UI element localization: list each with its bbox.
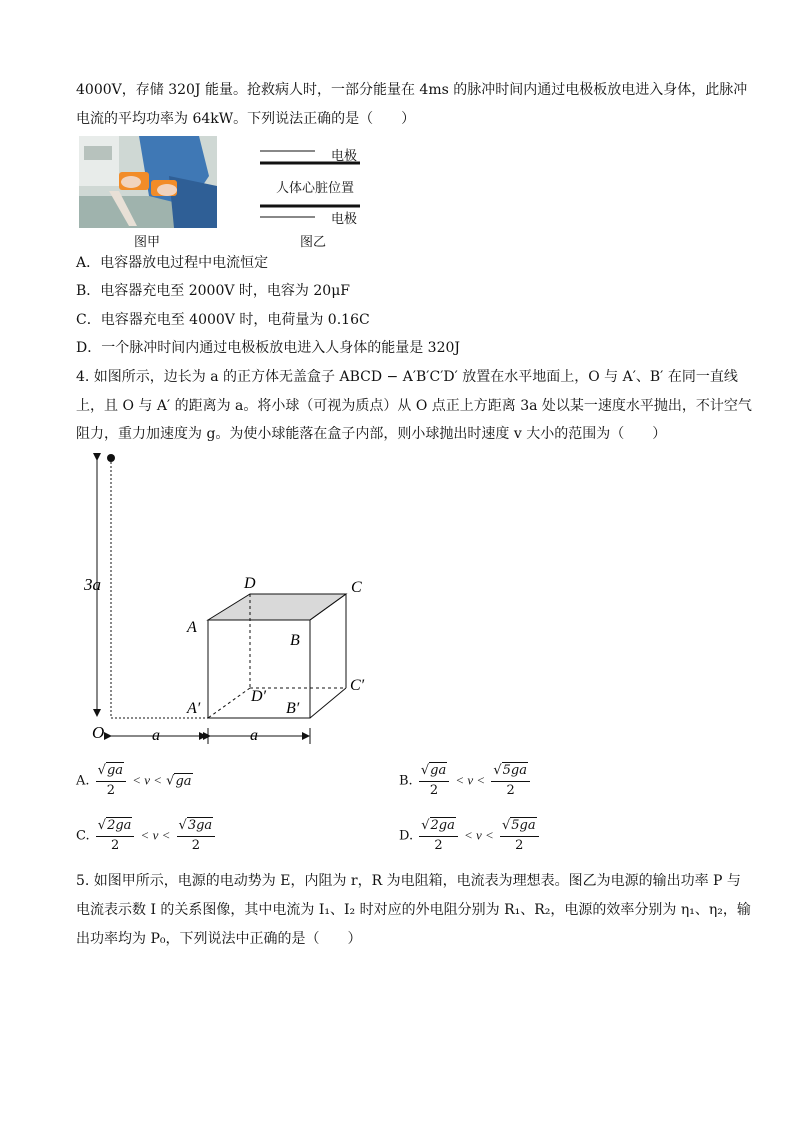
q3-text-line1: 4000V，存储 320J 能量。抢救病人时，一部分能量在 4ms 的脉冲时间内通过电极板放电进入身体，此脉冲 [76,82,748,98]
label-D1: D′ [251,688,267,705]
label-3a: 3a [84,575,101,594]
q5-text-line3: 出功率均为 P₀，下列说法中正确的是（ ） [76,931,362,947]
label-B: B [290,632,300,649]
label-D: D [244,575,256,592]
heart-position-label: 人体心脏位置 [276,181,355,196]
dim-right-a: a [250,727,258,744]
q3-option-c: C．电容器充电至 4000V 时，电荷量为 0.16C [76,312,370,328]
electrode-bottom-label: 电极 [331,212,358,227]
fig-jia-caption: 图甲 [134,235,161,250]
option-letter: D. [399,828,414,844]
q4-text-line1: 4. 如图所示，边长为 a 的正方体无盖盒子 ABCD − A′B′C′D′ 放置在水平地面上，O 与 A′、B′ 在同一直线 [76,369,738,385]
electrode-top-label: 电极 [331,149,358,164]
q3-text-line2: 电流的平均功率为 64kW。下列说法正确的是（ ） [76,111,416,127]
label-O: O [92,723,105,742]
q3-option-a: A．电容器放电过程中电流恒定 [76,255,269,271]
label-B1: B′ [286,700,300,717]
q3-option-d: D．一个脉冲时间内通过电极板放电进入人身体的能量是 320J [76,340,461,356]
label-C: C [351,579,362,596]
ball-dot [107,454,115,462]
option-letter: B. [399,773,413,789]
q5-text-line1: 5. 如图甲所示，电源的电动势为 E，内阻为 r，R 为电阻箱，电流表为理想表。图乙为电源的输出功率 P 与 [76,873,741,889]
dim-left-a: a [152,727,160,744]
label-A: A [187,619,197,636]
cube-projectile-diagram [70,448,390,748]
q4-option-a: A. $\frac{√ga}{2}$ < v < √ga [76,763,192,798]
q5-text-line2: 电流表示数 I 的关系图像，其中电流为 I₁、I₂ 时对应的外电阻分别为 R₁、R₂，电源的效率分别为 η₁、η₂，输 [76,902,751,918]
fig-yi-caption: 图乙 [300,235,327,250]
q4-option-b: B. $\frac{√ga}{2}$ < v < $\frac{√5ga}{2}$ [399,762,532,800]
q4-option-c: C. $\frac{√2ga}{2}$ < v < $\frac{√3ga}{2}$ [76,817,217,855]
defibrillator-photo [79,136,217,228]
q4-option-d: D. $\frac{√2ga}{2}$ < v < $\frac{√5ga}{2}$ [399,817,541,855]
option-letter: A. [76,773,90,789]
option-letter: C. [76,828,90,844]
q3-option-b: B．电容器充电至 2000V 时，电容为 20μF [76,283,351,299]
label-C1: C′ [350,677,365,694]
q4-text-line2: 上，且 O 与 A′ 的距离为 a。将小球（可视为质点）从 O 点正上方距离 3a 处以某一速度水平抛出，不计空气 [76,398,752,414]
label-A1: A′ [187,700,201,717]
q4-text-line3: 阻力，重力加速度为 g。为使小球能落在盒子内部，则小球抛出时速度 v 大小的范围为（ ） [76,426,667,442]
